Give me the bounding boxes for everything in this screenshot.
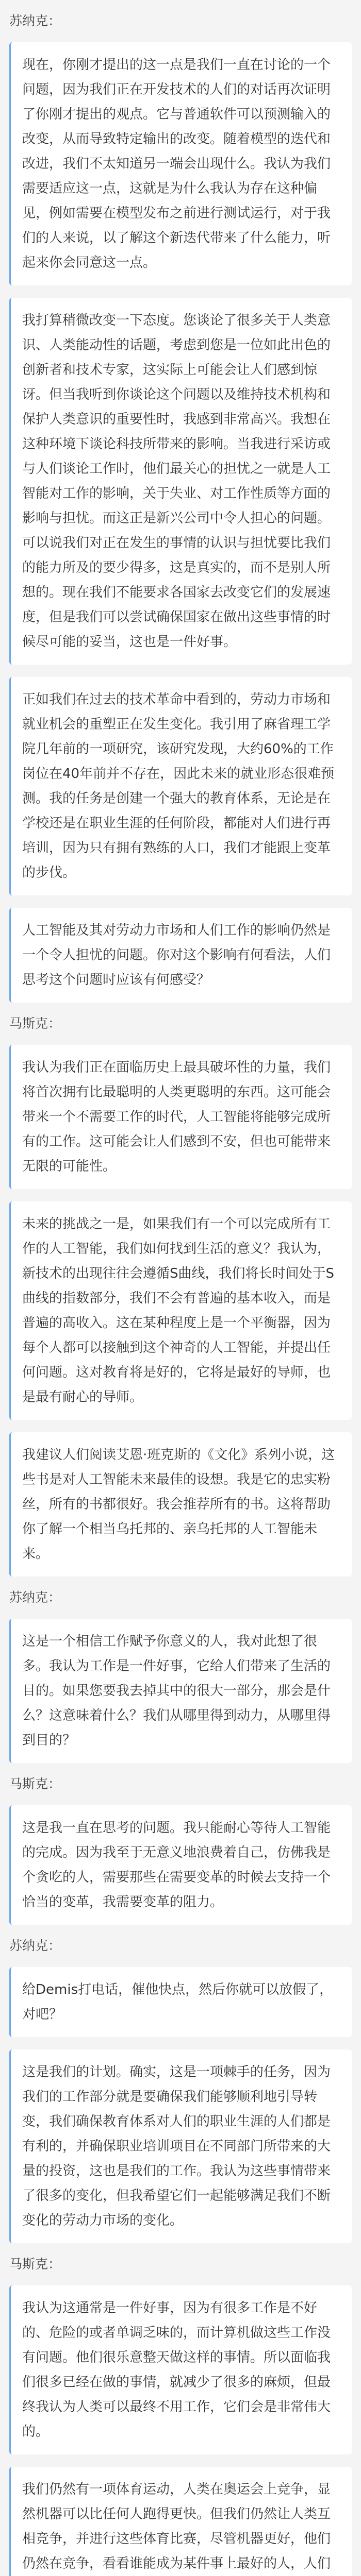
speaker-label: 苏纳克： — [9, 1938, 61, 1953]
paragraph: 我认为这通常是一件好事，因为有很多工作是不好的、危险的或者单调乏味的，而计算机做这些工作没有问题。他们很乐意整天做这样的事情。所以面临我们很多已经在做的事情，就减少了很多的麻烦，但最终我认为人类可以最终不用工作，它们会是非常伟大的。 — [22, 2300, 331, 2439]
speaker-label: 马斯克： — [9, 1016, 61, 1031]
paragraph: 正如我们在过去的技术革命中看到的，劳动力市场和就业机会的重塑正在发生变化。我引用了麻省理工学院几年前的一项研究，该研究发现，大约60%的工作岗位在40年前并不存在，因此未来的就业形态很难预测。我的任务是创建一个强大的教育体系，无论是在学校还是在职业生涯的任何阶段，都能对人们进行再培训，因为只有拥有熟练的人口，我们才能跟上变革的步伐。 — [22, 692, 335, 880]
paragraph: 我建议人们阅读艾恩·班克斯的《文化》系列小说，这些书是对人工智能未来最佳的设想。我是它的忠实粉丝，所有的书都很好。我会推荐所有的书。这将帮助你了解一个相当乌托邦的、亲乌托邦的人工智能未来。 — [22, 1447, 335, 1562]
quote-card — [9, 1967, 352, 2037]
paragraph: 人工智能及其对劳动力市场和人们工作的影响仍然是一个令人担忧的问题。你对这个影响有何看法，人们思考这个问题时应该有何感受？ — [22, 923, 331, 988]
quote-card — [9, 42, 352, 285]
quote-card — [9, 298, 352, 665]
quote-card — [9, 2049, 352, 2243]
quote-card — [9, 1201, 352, 1420]
quote-card — [9, 1045, 352, 1189]
quote-card — [9, 908, 352, 1003]
quote-card — [9, 2467, 352, 2576]
quote-card — [9, 1619, 352, 1763]
quote-card — [9, 1805, 352, 1925]
speaker-label: 苏纳克： — [9, 13, 61, 28]
paragraph: 未来的挑战之一是，如果我们有一个可以完成所有工作的人工智能，我们如何找到生活的意义？我认为，新技术的出现往往会遵循S曲线，我们将长时间处于S曲线的指数部分，我们不会有普遍的基本收入，而是普遍的高收入。这在某种程度上是一个平衡器，因为每个人都可以接触到这个神奇的人工智能，并提出任何问题。这对教育将是好的，它将是最好的导师，也是最有耐心的导师。 — [22, 1216, 335, 1405]
speaker-label: 苏纳克： — [9, 1590, 61, 1605]
speaker-label: 马斯克： — [9, 1776, 61, 1791]
quote-card — [9, 2285, 352, 2454]
speaker-label: 马斯克： — [9, 2257, 61, 2272]
paragraph: 这是我一直在思考的问题。我只能耐心等待人工智能的完成。因为我至于无意义地浪费着自己，仿佛我是个贪吃的人，需要那些在需要变革的时候去支持一个恰当的变革，我需要变革的阻力。 — [22, 1820, 331, 1910]
paragraph: 现在，你刚才提出的这一点是我们一直在讨论的一个问题，因为我们正在开发技术的人们的对话再次证明了你刚才提出的观点。它与普通软件可以预测输入的改变，从而导致特定输出的改变。随着模型的迭代和改进，我们不太知道另一端会出现什么。我认为我们需要适应这一点，这就是为什么我认为存在这种偏见，例如需要在模型发布之前进行测试运行，对于我们的人来说，以了解这个新迭代带来了什么能力，听起来你会同意这一点。 — [22, 57, 331, 270]
paragraph: 我们仍然有一项体育运动，人类在奥运会上竞争，显然机器可以比任何人跑得更快。但我们仍然让人类互相竞争，并进行这些体育比赛，尽管机器更好，他们仍然在竞争，看看谁能成为某件事上最好的人，人们 — [22, 2482, 331, 2571]
quote-card — [9, 1432, 352, 1577]
paragraph: 这是一个相信工作赋予你意义的人，我对此想了很多。我认为工作是一件好事，它给人们带来了生活的目的。如果您要我去掉其中的很大一部分，那会是什么？这意味着什么？我们从哪里得到动力，从哪里得到目的？ — [22, 1634, 331, 1748]
quote-card — [9, 677, 352, 895]
paragraph: 给Demis打电话，催他快点，然后你就可以放假了，对吧？ — [22, 1982, 333, 2022]
paragraph: 这是我们的计划。确实，这是一项棘手的任务，因为我们的工作部分就是要确保我们能够顺利地引导转变，我们确保教育体系对人们的职业生涯的人们都是有利的，并确保职业培训项目在不同部门所带来的大量的投资，这也是我们的工作。我认为这些事情带来了很多的变化，但我希望它们一起能够满足我们不断变化的劳动力市场的变化。 — [22, 2064, 331, 2228]
paragraph: 我认为我们正在面临历史上最具破坏性的力量，我们将首次拥有比最聪明的人类更聪明的东西。这可能会带来一个不需要工作的时代，人工智能将能够完成所有的工作。这可能会让人们感到不安，但也可能带来无限的可能性。 — [22, 1060, 331, 1174]
paragraph: 我打算稍微改变一下态度。您谈论了很多关于人类意识、人类能动性的话题，考虑到您是一位如此出色的创新者和技术专家，这实际上可能会让人们感到惊讶。但当我听到你谈论这个问题以及维持技术机构和保护人类意识的重要性时，我感到非常高兴。我想在这种环境下谈论科技所带来的影响。当我进行采访或与人们谈论工作时，他们最关心的担忧之一就是人工智能对工作的影响，关于失业、对工作性质等方面的影响与担忧。而这正是新兴公司中令人担心的问题。可以说我们对正在发生的事情的认识与担忧要比我们的能力所及的要少得多，这是真实的，而不是别人所想的。现在我们不能要求各国家去改变它们的发展速度，但是我们可以尝试确保国家在做出这些事情的时候尽可能的妥当，这也是一件好事。 — [22, 313, 331, 650]
